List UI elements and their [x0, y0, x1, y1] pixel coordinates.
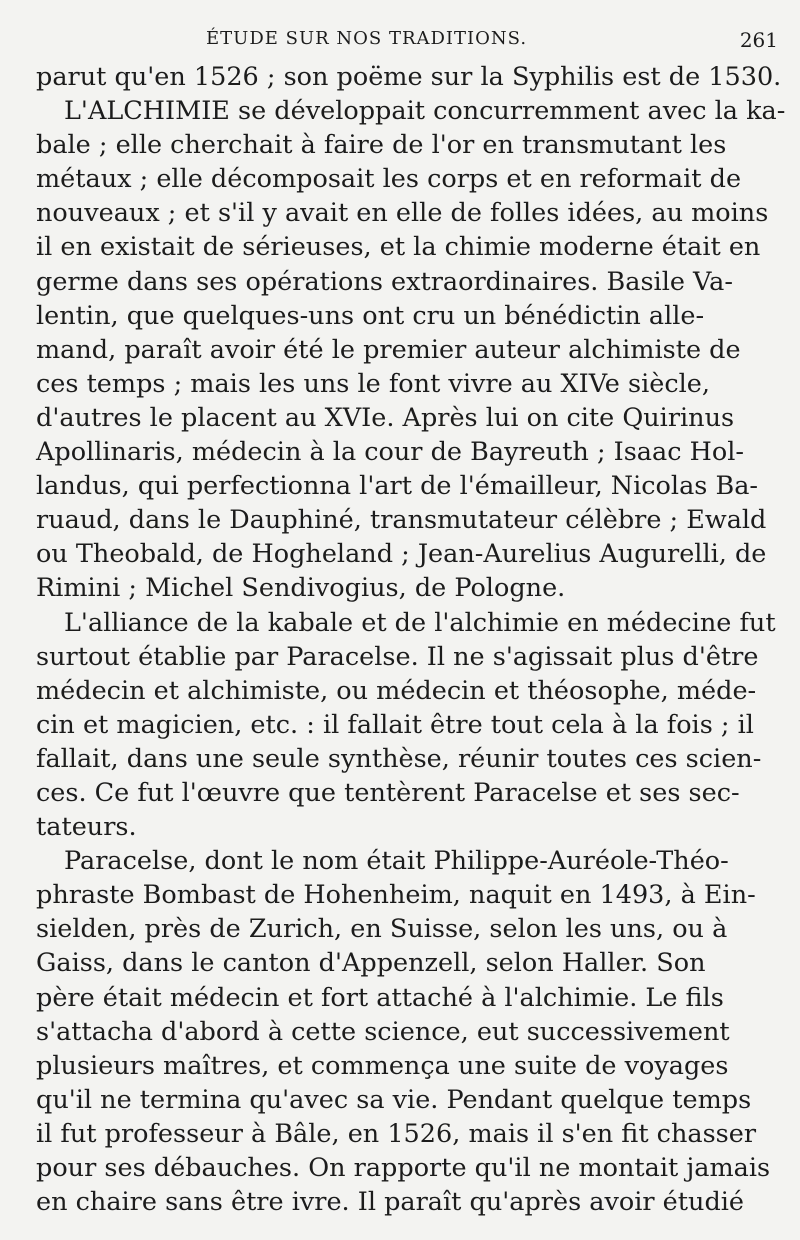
text-line: nouveaux ; et s'il y avait en elle de folles idées, au moins [36, 198, 769, 229]
text-line: Gaiss, dans le canton d'Appenzell, selon Haller. Son [36, 948, 706, 979]
text-line: lentin, que quelques-uns ont cru un bénédictin alle- [36, 300, 705, 331]
text-line: d'autres le placent au XVIe. Après lui on cite Quirinus [36, 402, 735, 433]
page-number: 261 [739, 28, 778, 52]
text-line: métaux ; elle décomposait les corps et en reformait de [36, 164, 742, 195]
text-line: père était médecin et fort attaché à l'alchimie. Le fils [36, 982, 724, 1013]
text-line: ruaud, dans le Dauphiné, transmutateur célèbre ; Ewald [36, 505, 767, 536]
text-line: médecin et alchimiste, ou médecin et théosophe, méde- [36, 675, 757, 706]
text-line: landus, qui perfectionna l'art de l'émailleur, Nicolas Ba- [36, 471, 759, 502]
text-line: en chaire sans être ivre. Il paraît qu'après avoir étudié [36, 1187, 745, 1218]
text-line: cin et magicien, etc. : il fallait être tout cela à la fois ; il [36, 709, 754, 740]
page-header [36, 28, 778, 58]
text-line: Apollinaris, médecin à la cour de Bayreuth ; Isaac Hol- [36, 437, 744, 468]
text-line: germe dans ses opérations extraordinaires. Basile Va- [36, 266, 733, 297]
running-title: ÉTUDE SUR NOS TRADITIONS. [206, 28, 528, 49]
text-line: il fut professeur à Bâle, en 1526, mais il s'en fit chasser [36, 1118, 757, 1149]
text-line: fallait, dans une seule synthèse, réunir toutes ces scien- [36, 743, 762, 774]
text-line: L'alliance de la kabale et de l'alchimie en médecine fut [64, 607, 776, 638]
text-line: parut qu'en 1526 ; son poëme sur la Syphilis est de 1530. [36, 62, 782, 92]
text-line: L'ALCHIMIE se développait concurremment avec la ka- [64, 96, 786, 127]
text-line: tateurs. [36, 812, 137, 843]
text-line: ces temps ; mais les uns le font vivre au XIVe siècle, [36, 368, 710, 399]
text-line: il en existait de sérieuses, et la chimie moderne était en [36, 232, 761, 263]
text-line: sielden, près de Zurich, en Suisse, selon les uns, ou à [36, 914, 728, 945]
text-line: Paracelse, dont le nom était Philippe-Auréole-Théo- [64, 846, 729, 877]
text-line: pour ses débauches. On rapporte qu'il ne montait jamais [36, 1153, 771, 1183]
text-line: bale ; elle cherchait à faire de l'or en transmutant les [36, 130, 727, 161]
text-line: mand, paraît avoir été le premier auteur alchimiste de [36, 334, 741, 365]
text-line: Rimini ; Michel Sendivogius, de Pologne. [36, 573, 566, 604]
text-line: ou Theobald, de Hogheland ; Jean-Aurelius Augurelli, de [36, 539, 767, 570]
text-line: plusieurs maîtres, et commença une suite de voyages [36, 1050, 729, 1081]
text-line: qu'il ne termina qu'avec sa vie. Pendant quelque temps [36, 1084, 752, 1115]
text-line: surtout établie par Paracelse. Il ne s'agissait plus d'être [36, 641, 759, 672]
body-text [36, 60, 786, 1219]
text-line: ces. Ce fut l'œuvre que tentèrent Paracelse et ses sec- [36, 777, 740, 808]
text-line: phraste Bombast de Hohenheim, naquit en 1493, à Ein- [36, 880, 756, 911]
text-line: s'attacha d'abord à cette science, eut successivement [36, 1016, 730, 1047]
